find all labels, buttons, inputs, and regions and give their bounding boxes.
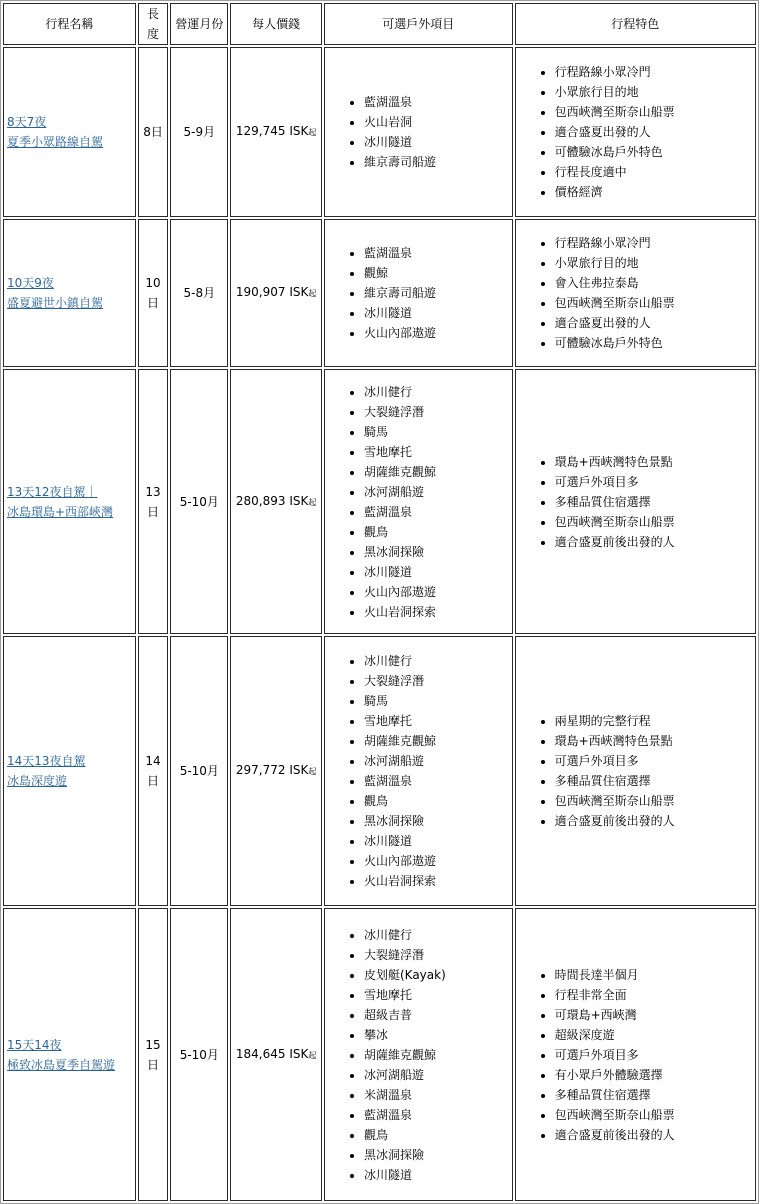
features-cell bbox=[515, 219, 756, 367]
header-name: 行程名稱 bbox=[3, 3, 136, 45]
activity-item: • 藍湖溫泉 bbox=[364, 771, 509, 791]
features-list bbox=[519, 233, 752, 353]
feature-item: • 時間長達半個月 bbox=[555, 965, 752, 985]
feature-item: • 行程路線小眾冷門 bbox=[555, 62, 752, 82]
feature-item: • 多種品質住宿選擇 bbox=[555, 771, 752, 791]
price-suffix: 起 bbox=[308, 497, 317, 507]
features-list bbox=[519, 452, 752, 552]
activity-item: • 胡薩維克觀鯨 bbox=[364, 731, 509, 751]
activity-item: • 胡薩維克觀鯨 bbox=[364, 1045, 509, 1065]
activities-cell bbox=[324, 636, 513, 906]
feature-item: • 可選戶外項目多 bbox=[555, 1045, 752, 1065]
activity-item: • 維京壽司船遊 bbox=[364, 283, 509, 303]
feature-item: • 可體驗冰島戶外特色 bbox=[555, 333, 752, 353]
trip-name-cell bbox=[3, 369, 136, 634]
trip-months: 5-10月 bbox=[170, 908, 228, 1201]
feature-item: • 適合盛夏前後出發的人 bbox=[555, 532, 752, 552]
activity-item: • 火山內部遨遊 bbox=[364, 323, 509, 343]
trip-months: 5-8月 bbox=[170, 219, 228, 367]
trip-price: 129,745 ISK bbox=[235, 124, 309, 138]
activities-cell bbox=[324, 47, 513, 217]
activity-item: • 冰川健行 bbox=[364, 925, 509, 945]
activity-item: • 騎馬 bbox=[364, 422, 509, 442]
header-features: 行程特色 bbox=[515, 3, 756, 45]
activity-item: • 火山岩洞 bbox=[364, 112, 509, 132]
activity-item: • 冰川隧道 bbox=[364, 1165, 509, 1185]
header-row bbox=[3, 3, 756, 45]
activity-item: • 大裂縫浮潛 bbox=[364, 402, 509, 422]
activities-list bbox=[328, 382, 509, 622]
trip-months: 5-9月 bbox=[170, 47, 228, 217]
header-length: 長度 bbox=[138, 3, 169, 45]
features-list bbox=[519, 711, 752, 831]
feature-item: • 小眾旅行目的地 bbox=[555, 82, 752, 102]
activity-item: • 冰川隧道 bbox=[364, 303, 509, 323]
header-activities: 可選戶外項目 bbox=[324, 3, 513, 45]
activity-item: • 胡薩維克觀鯨 bbox=[364, 462, 509, 482]
activity-item: • 騎馬 bbox=[364, 691, 509, 711]
activity-item: • 火山岩洞探索 bbox=[364, 602, 509, 622]
activity-item: • 藍湖溫泉 bbox=[364, 243, 509, 263]
trip-name-cell bbox=[3, 908, 136, 1201]
header-price: 每人價錢 bbox=[230, 3, 322, 45]
trip-link[interactable]: 10天9夜 bbox=[7, 276, 54, 290]
trip-length: 14日 bbox=[138, 636, 169, 906]
table-row bbox=[3, 369, 756, 634]
price-suffix: 起 bbox=[308, 767, 317, 776]
trip-link[interactable]: 14天13夜自駕 bbox=[7, 754, 86, 768]
features-cell bbox=[515, 908, 756, 1201]
activity-item: • 大裂縫浮潛 bbox=[364, 671, 509, 691]
feature-item: • 有小眾戶外體驗選擇 bbox=[555, 1065, 752, 1085]
trip-price-cell bbox=[230, 219, 322, 367]
feature-item: • 包西峽灣至斯奈山船票 bbox=[555, 791, 752, 811]
price-suffix: 起 bbox=[308, 128, 317, 137]
feature-item: • 包西峽灣至斯奈山船票 bbox=[555, 102, 752, 122]
trip-length: 13日 bbox=[138, 369, 169, 634]
activities-cell bbox=[324, 369, 513, 634]
feature-item: • 包西峽灣至斯奈山船票 bbox=[555, 293, 752, 313]
activity-item: • 火山內部遨遊 bbox=[364, 582, 509, 602]
trip-link[interactable]: 極致冰島夏季自駕遊 bbox=[7, 1057, 116, 1072]
activity-item: • 冰川隧道 bbox=[364, 562, 509, 582]
trip-price-cell bbox=[230, 908, 322, 1201]
activity-item: • 冰川隧道 bbox=[364, 132, 509, 152]
trip-price: 297,772 ISK bbox=[235, 763, 309, 777]
trip-price: 280,893 ISK bbox=[235, 493, 309, 508]
trip-name-cell bbox=[3, 47, 136, 217]
feature-item: • 環島+西峽灣特色景點 bbox=[555, 731, 752, 751]
activity-item: • 黑冰洞探險 bbox=[364, 1145, 509, 1165]
table-row bbox=[3, 219, 756, 367]
activity-item: • 藍湖溫泉 bbox=[364, 502, 509, 522]
activity-item: • 黑冰洞探險 bbox=[364, 542, 509, 562]
feature-item: • 兩星期的完整行程 bbox=[555, 711, 752, 731]
trip-link[interactable]: 15天14夜 bbox=[7, 1037, 62, 1052]
features-list bbox=[519, 62, 752, 202]
activity-item: • 觀鳥 bbox=[364, 791, 509, 811]
activity-item: • 冰川隧道 bbox=[364, 831, 509, 851]
feature-item: • 環島+西峽灣特色景點 bbox=[555, 452, 752, 472]
feature-item: • 行程非常全面 bbox=[555, 985, 752, 1005]
activity-item: • 冰川健行 bbox=[364, 382, 509, 402]
trip-link[interactable]: 夏季小眾路線自駕 bbox=[7, 135, 104, 149]
activity-item: • 冰川健行 bbox=[364, 651, 509, 671]
activity-item: • 觀鳥 bbox=[364, 522, 509, 542]
feature-item: • 包西峽灣至斯奈山船票 bbox=[555, 512, 752, 532]
trip-link[interactable]: 13天12夜自駕｜ bbox=[7, 484, 98, 499]
activity-item: • 維京壽司船遊 bbox=[364, 152, 509, 172]
trip-name-cell bbox=[3, 219, 136, 367]
trip-price-cell bbox=[230, 369, 322, 634]
feature-item: • 小眾旅行目的地 bbox=[555, 253, 752, 273]
feature-item: • 適合盛夏出發的人 bbox=[555, 122, 752, 142]
table-row bbox=[3, 47, 756, 217]
activity-item: • 觀鯨 bbox=[364, 263, 509, 283]
activity-item: • 藍湖溫泉 bbox=[364, 1105, 509, 1125]
trip-price-cell bbox=[230, 636, 322, 906]
trip-link[interactable]: 冰島深度遊 bbox=[7, 774, 68, 788]
activity-item: • 皮划艇(Kayak) bbox=[364, 965, 509, 985]
feature-item: • 適合盛夏前後出發的人 bbox=[555, 1125, 752, 1145]
features-cell bbox=[515, 369, 756, 634]
activity-item: • 藍湖溫泉 bbox=[364, 92, 509, 112]
activity-item: • 雪地摩托 bbox=[364, 442, 509, 462]
trip-price: 184,645 ISK bbox=[235, 1046, 309, 1061]
feature-item: • 包西峽灣至斯奈山船票 bbox=[555, 1105, 752, 1125]
features-list bbox=[519, 965, 752, 1145]
activity-item: • 雪地摩托 bbox=[364, 985, 509, 1005]
trip-length: 10日 bbox=[138, 219, 169, 367]
activity-item: • 雪地摩托 bbox=[364, 711, 509, 731]
feature-item: • 超級深度遊 bbox=[555, 1025, 752, 1045]
feature-item: • 多種品質住宿選擇 bbox=[555, 1085, 752, 1105]
activity-item: • 黑冰洞探險 bbox=[364, 811, 509, 831]
activity-item: • 冰河湖船遊 bbox=[364, 1065, 509, 1085]
features-cell bbox=[515, 636, 756, 906]
feature-item: • 價格經濟 bbox=[555, 182, 752, 202]
activities-list bbox=[328, 651, 509, 891]
trip-months: 5-10月 bbox=[170, 369, 228, 634]
table-row bbox=[3, 636, 756, 906]
trip-months: 5-10月 bbox=[170, 636, 228, 906]
price-suffix: 起 bbox=[308, 1050, 317, 1060]
trip-link[interactable]: 冰島環島+西部峽灣 bbox=[7, 504, 114, 519]
trip-name-cell bbox=[3, 636, 136, 906]
activity-item: • 冰河湖船遊 bbox=[364, 751, 509, 771]
activity-item: • 超級吉普 bbox=[364, 1005, 509, 1025]
trip-link[interactable]: 盛夏避世小鎮自駕 bbox=[7, 296, 104, 310]
feature-item: • 會入住弗拉泰島 bbox=[555, 273, 752, 293]
header-months: 營運月份 bbox=[170, 3, 228, 45]
trip-length: 15日 bbox=[138, 908, 169, 1201]
feature-item: • 可選戶外項目多 bbox=[555, 751, 752, 771]
activity-item: • 大裂縫浮潛 bbox=[364, 945, 509, 965]
activity-item: • 觀鳥 bbox=[364, 1125, 509, 1145]
activity-item: • 火山內部遨遊 bbox=[364, 851, 509, 871]
activities-cell bbox=[324, 908, 513, 1201]
trip-price: 190,907 ISK bbox=[235, 285, 309, 299]
activity-item: • 攀冰 bbox=[364, 1025, 509, 1045]
activities-list bbox=[328, 92, 509, 172]
features-cell bbox=[515, 47, 756, 217]
feature-item: • 可選戶外項目多 bbox=[555, 472, 752, 492]
activities-list bbox=[328, 243, 509, 343]
price-suffix: 起 bbox=[308, 289, 317, 298]
activity-item: • 火山岩洞探索 bbox=[364, 871, 509, 891]
activity-item: • 米湖溫泉 bbox=[364, 1085, 509, 1105]
feature-item: • 可環島+西峽灣 bbox=[555, 1005, 752, 1025]
activities-cell bbox=[324, 219, 513, 367]
feature-item: • 適合盛夏出發的人 bbox=[555, 313, 752, 333]
feature-item: • 行程路線小眾冷門 bbox=[555, 233, 752, 253]
trip-length: 8日 bbox=[138, 47, 169, 217]
trip-price-cell bbox=[230, 47, 322, 217]
feature-item: • 行程長度適中 bbox=[555, 162, 752, 182]
trip-link[interactable]: 8天7夜 bbox=[7, 115, 47, 129]
feature-item: • 適合盛夏前後出發的人 bbox=[555, 811, 752, 831]
activities-list bbox=[328, 925, 509, 1185]
table-row bbox=[3, 908, 756, 1201]
activity-item: • 冰河湖船遊 bbox=[364, 482, 509, 502]
feature-item: • 可體驗冰島戶外特色 bbox=[555, 142, 752, 162]
feature-item: • 多種品質住宿選擇 bbox=[555, 492, 752, 512]
